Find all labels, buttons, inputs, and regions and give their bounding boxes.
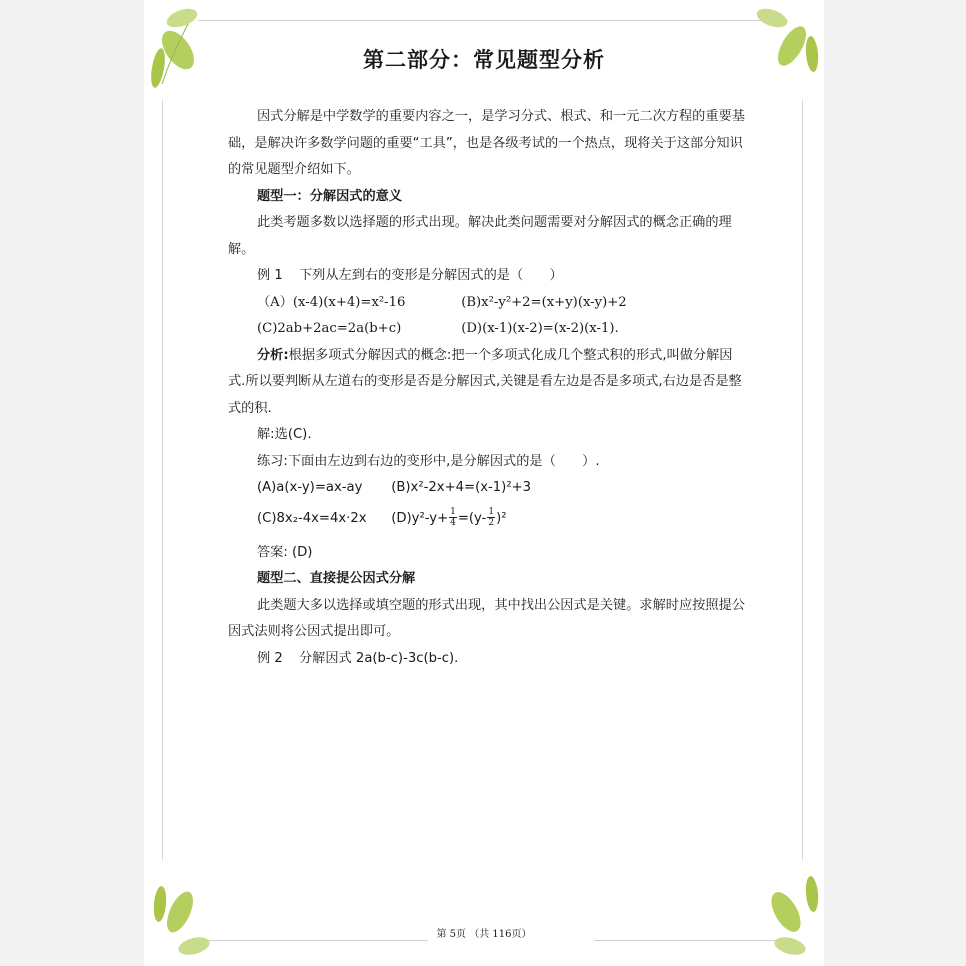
practice-option-c: (C)8x₂-4x=4x·2x — [257, 510, 367, 526]
option-a: （A）(x-4)(x+4)=x²-16 — [257, 294, 406, 310]
page-title: 第二部分：常见题型分析 — [363, 47, 605, 72]
intro-paragraph: 因式分解是中学数学的重要内容之一，是学习分式、根式、和一元二次方程的重要基础，是解决许多数学问题的重要“工具”，也是各级考试的一个热点，现将关于这部分知识的常见题型介绍如下。 — [228, 109, 745, 177]
bottom-rule-left — [198, 940, 428, 941]
option-b: (B)x²-y²+2=(x+y)(x-y)+2 — [461, 294, 627, 310]
practice-options-row1 — [228, 475, 748, 502]
bottom-rule-right — [594, 940, 784, 941]
top-rule — [198, 20, 788, 21]
page-footer: 第 5页 （共 116页） — [436, 929, 532, 940]
example1-options-row2 — [228, 316, 748, 343]
analysis-text: 根据多项式分解因式的概念:把一个多项式化成几个整式积的形式,叫做分解因式.所以要判断从左道右的变形是否是分解因式,关键是看左边是否是多项式,右边是否是整式的积. — [228, 347, 742, 416]
practice-question: 练习:下面由左边到右边的变形中,是分解因式的是（ ）. — [257, 453, 600, 469]
example1-text: 下列从左到右的变形是分解因式的是（ ） — [298, 268, 563, 283]
example2-text: 分解因式 2a(b-c)-3c(b-c). — [298, 650, 459, 666]
left-rule — [162, 100, 163, 860]
practice-option-b: (B)x²-2x+4=(x-1)²+3 — [391, 480, 532, 495]
example2-label: 例 2 — [257, 650, 283, 666]
answer: 答案: (D) — [257, 544, 313, 560]
type1-heading: 题型一：分解因式的意义 — [257, 188, 403, 204]
document-page — [144, 0, 824, 966]
option-d: (D)(x-1)(x-2)=(x-2)(x-1). — [461, 321, 619, 336]
practice-option-d: (D)y²-y+ $\frac{1}{4}$ =(y- $\frac{1}{2}$ )² — [391, 507, 507, 528]
fraction-half: $\frac{1}{2}$ — [488, 507, 495, 528]
option-c: (C)2ab+2ac=2a(b+c) — [257, 321, 402, 336]
type2-description: 此类题大多以选择或填空题的形式出现，其中找出公因式是关键。求解时应按照提公因式法则将公因式提出即可。 — [228, 597, 745, 639]
main-content — [228, 104, 748, 672]
practice-option-a: (A)a(x-y)=ax-ay — [257, 480, 363, 495]
right-rule — [802, 100, 803, 860]
analysis-paragraph — [228, 343, 748, 423]
analysis-label: 分析: — [257, 347, 289, 363]
type2-heading: 题型二、直接提公因式分解 — [257, 571, 416, 586]
example1-options-row1 — [228, 290, 748, 317]
example1 — [228, 263, 748, 290]
practice-options-row2 — [228, 502, 748, 536]
fraction-quarter: $\frac{1}{4}$ — [450, 507, 456, 528]
leaf-decoration-bottom-left-icon — [148, 880, 218, 960]
solution: 解:选(C). — [257, 427, 312, 442]
type1-description: 此类考题多数以选择题的形式出现。解决此类问题需要对分解因式的概念正确的理解。 — [228, 215, 732, 257]
leaf-decoration-bottom-right-icon — [760, 872, 824, 962]
example2 — [228, 646, 748, 673]
example1-label: 例 1 — [257, 268, 283, 283]
